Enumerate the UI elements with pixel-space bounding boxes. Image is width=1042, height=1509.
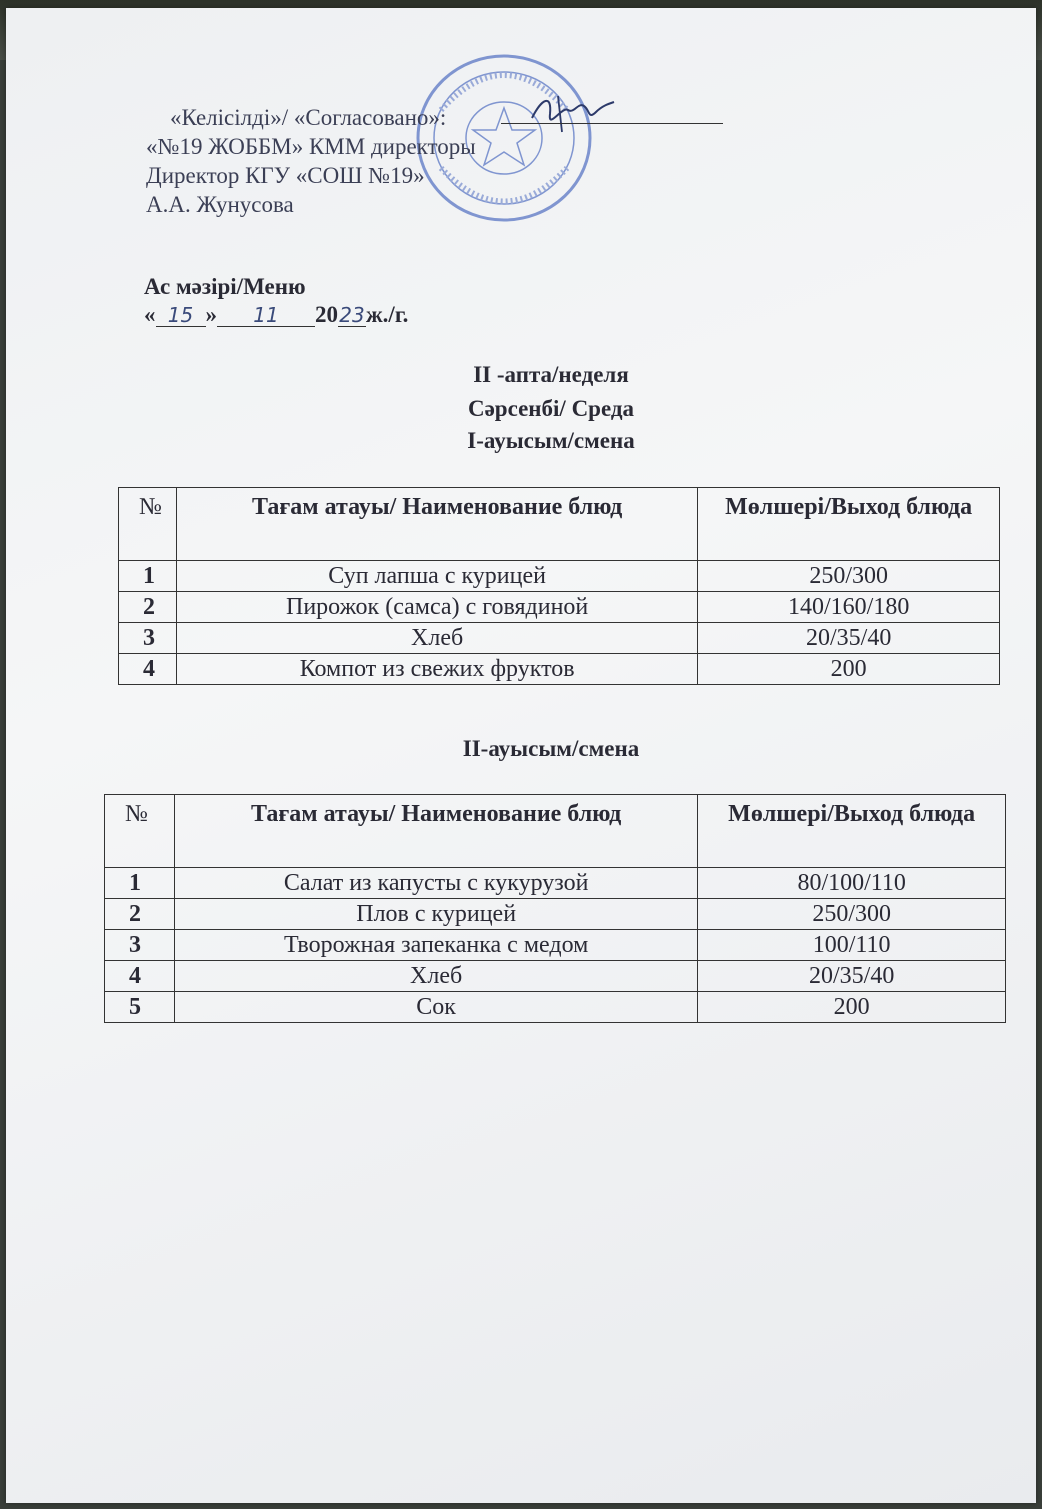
- dish-name: Салат из капусты с кукурузой: [174, 868, 697, 899]
- table-row: [119, 654, 1000, 685]
- table-row: [119, 623, 1000, 654]
- date-close-quote: »: [205, 302, 217, 327]
- menu-title: Ас мәзірі/Меню: [144, 274, 306, 299]
- date-suffix: ж./г.: [366, 302, 409, 327]
- table-row: [105, 868, 1006, 899]
- date-year-suffix: 23: [339, 303, 365, 327]
- header-dish-name: Тағам атауы/ Наименование блюд: [176, 488, 697, 561]
- dish-name: Компот из свежих фруктов: [176, 654, 697, 685]
- document-page: [6, 8, 1036, 1503]
- row-number: 2: [119, 592, 177, 623]
- row-number: 1: [119, 561, 177, 592]
- dish-name: Хлеб: [174, 961, 697, 992]
- table-header-row: [105, 795, 1006, 868]
- table-row: [105, 899, 1006, 930]
- dish-portion: 20/35/40: [698, 623, 1000, 654]
- dish-name: Сок: [174, 992, 697, 1023]
- dish-portion: 100/110: [698, 930, 1006, 961]
- header-portion: Мөлшері/Выход блюда: [698, 488, 1000, 561]
- week-heading: II -апта/неделя: [473, 362, 629, 387]
- table-row: [119, 561, 1000, 592]
- row-number: 1: [105, 868, 175, 899]
- header-portion: Мөлшері/Выход блюда: [698, 795, 1006, 868]
- table-header-row: [119, 488, 1000, 561]
- approval-org-kz: «№19 ЖОББМ» КММ директоры: [146, 134, 476, 159]
- table-row: [119, 592, 1000, 623]
- header-dish-name: Тағам атауы/ Наименование блюд: [174, 795, 697, 868]
- date-year-prefix: 20: [315, 302, 338, 327]
- row-number: 4: [105, 961, 175, 992]
- dish-portion: 80/100/110: [698, 868, 1006, 899]
- approval-org-ru: Директор КГУ «СОШ №19»: [146, 163, 425, 188]
- row-number: 3: [119, 623, 177, 654]
- table-row: [105, 992, 1006, 1023]
- dish-portion: 20/35/40: [698, 961, 1006, 992]
- date-month: 11: [217, 304, 315, 327]
- dish-name: Творожная запеканка с медом: [174, 930, 697, 961]
- day-heading: Сәрсенбі/ Среда: [467, 396, 635, 421]
- header-number: №: [119, 488, 177, 561]
- dish-name: Хлеб: [176, 623, 697, 654]
- table-row: [105, 961, 1006, 992]
- signature-icon: [528, 88, 618, 138]
- shift1-menu-table: [118, 487, 1000, 685]
- approval-title: «Келісілді»/ «Согласовано»:: [170, 105, 447, 130]
- dish-name: Пирожок (самса) с говядиной: [176, 592, 697, 623]
- shift2-heading: II-ауысым/смена: [462, 736, 640, 761]
- dish-portion: 250/300: [698, 561, 1000, 592]
- dish-portion: 200: [698, 992, 1006, 1023]
- row-number: 5: [105, 992, 175, 1023]
- approval-director-name: А.А. Жунусова: [146, 192, 294, 217]
- shift2-menu-table: [104, 794, 1006, 1023]
- table-row: [105, 930, 1006, 961]
- signature-line: [501, 123, 723, 124]
- date-open-quote: «: [144, 302, 156, 327]
- dish-portion: 200: [698, 654, 1000, 685]
- row-number: 2: [105, 899, 175, 930]
- row-number: 4: [119, 654, 177, 685]
- menu-date: [144, 302, 408, 328]
- approval-block: [146, 103, 476, 219]
- date-day: 15: [156, 304, 206, 327]
- row-number: 3: [105, 930, 175, 961]
- shift1-heading: I-ауысым/смена: [467, 428, 635, 453]
- dish-name: Плов с курицей: [174, 899, 697, 930]
- dish-portion: 250/300: [698, 899, 1006, 930]
- dish-portion: 140/160/180: [698, 592, 1000, 623]
- dish-name: Суп лапша с курицей: [176, 561, 697, 592]
- header-number: №: [105, 795, 175, 868]
